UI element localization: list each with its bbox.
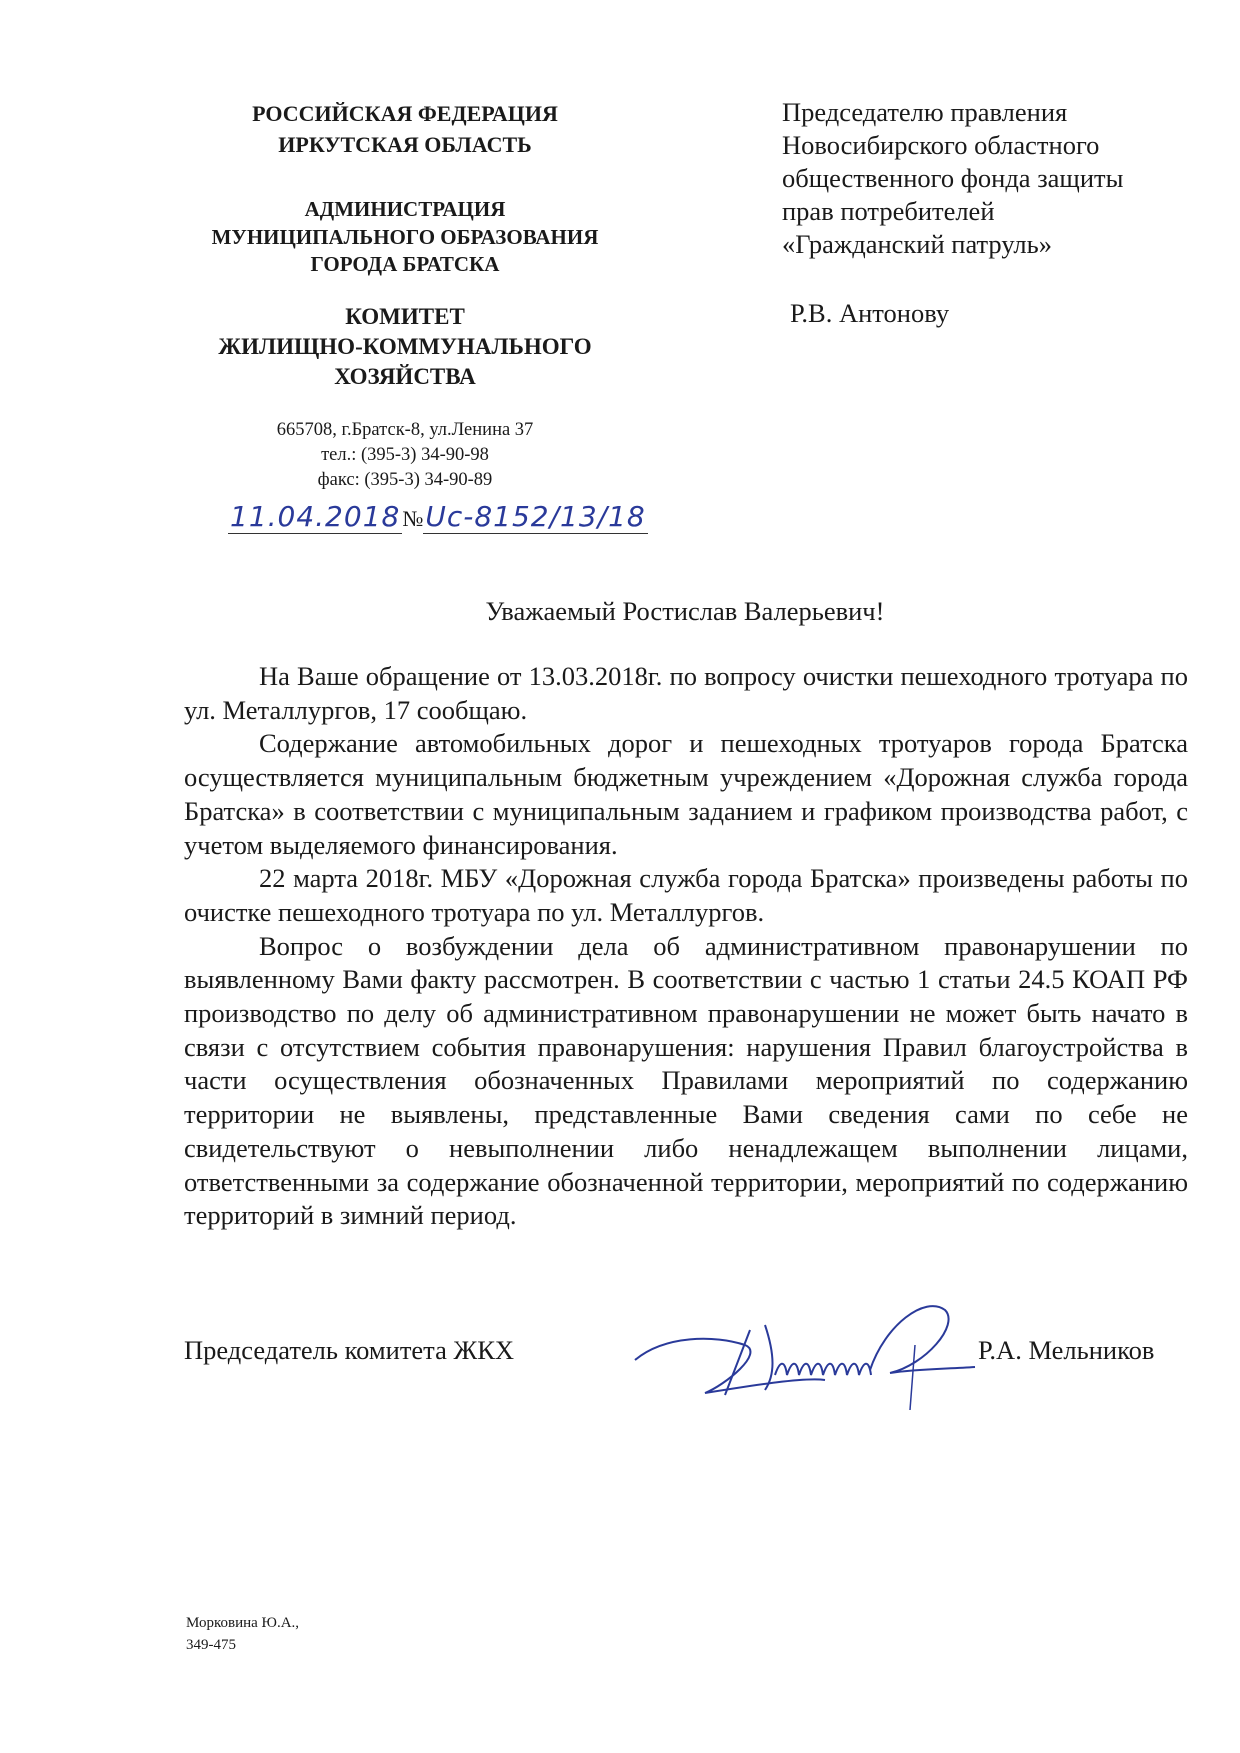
committee-line: КОМИТЕТ [345,304,465,329]
recipient-name: Р.В. Антонову [790,298,950,328]
number-sign: № [402,506,424,531]
recipient-line: «Гражданский патруль» [782,229,1052,259]
sender-committee [170,302,640,392]
signatory-name: Р.А. Мельников [978,1335,1155,1365]
sender-country: РОССИЙСКАЯ ФЕДЕРАЦИЯ [252,101,558,126]
registration-number: Uc-8152/13/18 [425,500,646,533]
paragraph: Вопрос о возбуждении дела об административном правонарушении по выявленному Вами факту рассмотрен. В соответствии с частью 1 статьи 24.5 КОАП РФ производство по делу об административном правонарушении не может быть начато в связи с отсутствием события правонарушения: нарушения Правил благоустройства в части осуществления обозначенных Правилами мероприятий по содержанию территории не выявлены, представленные Вами сведения сами по себе не свидетельствуют о невыполнении либо ненадлежащем выполнении лицами, ответственными за содержание обозначенной территории, мероприятий по содержанию территорий в зимний период. [184,930,1188,1231]
executor-info [186,1612,299,1656]
administration-line: АДМИНИСТРАЦИЯ [304,197,506,221]
paragraph: Содержание автомобильных дорог и пешеходных тротуаров города Братска осуществляется муниципальным бюджетным учреждением «Дорожная служба города Братска» в соответствии с муниципальным заданием и графиком производства работ, с учетом выделяемого финансирования. [184,728,1188,860]
sender-fax: факс: (395-3) 34-90-89 [317,470,493,490]
registration-line [228,500,648,534]
paragraph: 22 марта 2018г. МБУ «Дорожная служба города Братска» произведены работы по очистке пешеходного тротуара по ул. Металлургов. [184,863,1188,927]
administration-line: МУНИЦИПАЛЬНОГО ОБРАЗОВАНИЯ [211,224,599,249]
sender-address: 665708, г.Братск-8, ул.Ленина 37 [276,420,534,440]
executor-name: Морковина Ю.А., [186,1615,300,1631]
executor-phone: 349-475 [186,1637,236,1653]
recipient-line: общественного фонда защиты [782,163,1124,193]
committee-line: ЖИЛИЩНО-КОММУНАЛЬНОГО [218,334,592,359]
recipient-line: прав потребителей [782,196,995,226]
greeting: Уважаемый Ростислав Валерьевич! [485,596,885,626]
administration-line: ГОРОДА БРАТСКА [310,252,500,276]
registration-date: 11.04.2018 [230,500,401,533]
sender-region: ИРКУТСКАЯ ОБЛАСТЬ [278,132,532,157]
recipient-block [782,96,1123,261]
letter-body [184,660,1188,1233]
recipient-line: Председателю правления [782,97,1068,127]
sender-contacts [170,418,640,493]
recipient-line: Новосибирского областного [782,130,1100,160]
sender-phone: тел.: (395-3) 34-90-98 [321,445,489,465]
paragraph: На Ваше обращение от 13.03.2018г. по вопросу очистки пешеходного тротуара по ул. Металлургов, 17 сообщаю. [184,661,1188,725]
handwritten-signature [625,1285,995,1415]
signatory-position: Председатель комитета ЖКХ [184,1335,515,1365]
sender-administration [170,196,640,279]
committee-line: ХОЗЯЙСТВА [334,364,476,389]
sender-country-region [170,98,640,160]
